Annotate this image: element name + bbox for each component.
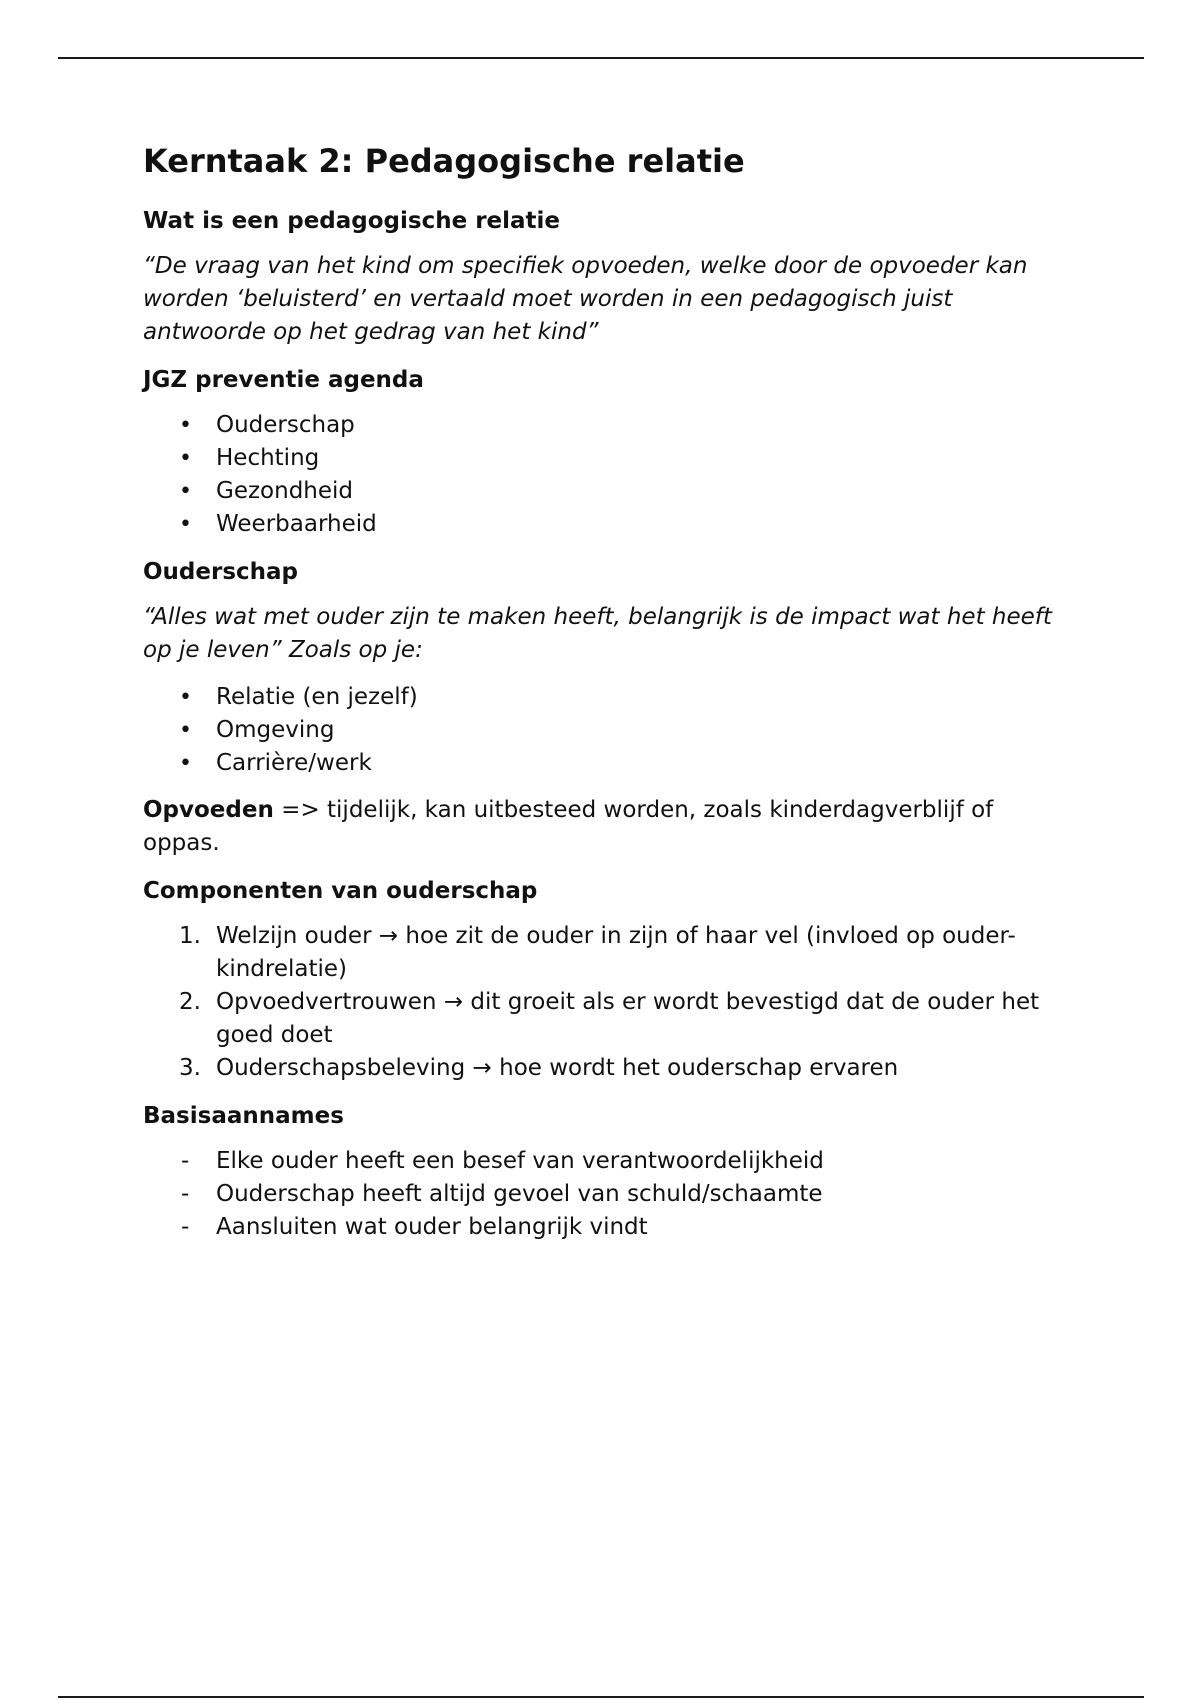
list-item: • Weerbaarheid xyxy=(143,508,1063,541)
heading-definition: Wat is een pedagogische relatie xyxy=(143,208,561,234)
top-rule xyxy=(58,57,1144,59)
list-item: 1. Welzijn ouder → hoe zit de ouder in zijn of haar vel (invloed op ouder-kindrelatie) xyxy=(143,920,1063,986)
dash-marker: - xyxy=(181,1214,190,1240)
heading-jgz: JGZ preventie agenda xyxy=(143,367,424,393)
bullet-marker: • xyxy=(179,413,192,438)
bullet-marker: • xyxy=(179,751,192,776)
bullet-marker: • xyxy=(179,446,192,471)
bullet-marker: • xyxy=(179,718,192,743)
number-marker: 3. xyxy=(179,1055,201,1081)
opvoeden-term: Opvoeden xyxy=(143,797,274,823)
list-item: 2. Opvoedvertrouwen → dit groeit als er wordt bevestigd dat de ouder het goed doet xyxy=(143,986,1063,1052)
ouderschap-quote: “Alles wat met ouder zijn te maken heeft, belangrijk is de impact wat het heeft op je leven” xyxy=(143,604,1052,663)
document-body xyxy=(143,138,1063,1258)
heading-ouderschap: Ouderschap xyxy=(143,559,299,585)
list-item: • Gezondheid xyxy=(143,475,1063,508)
list-item: • Relatie (en jezelf) xyxy=(143,681,1063,714)
definition-quote: “De vraag van het kind om specifiek opvoeden, welke door de opvoeder kan worden ‘beluisterd’ en vertaald moet worden in een pedagogisch juist antwoorde op het gedrag van het kind” xyxy=(143,253,1028,345)
componenten-list xyxy=(143,920,1063,1085)
opvoeden-text: => tijdelijk, kan uitbesteed worden, zoals kinderdagverblijf of oppas. xyxy=(143,797,994,856)
dash-marker: - xyxy=(181,1148,190,1174)
list-item: • Ouderschap xyxy=(143,409,1063,442)
ouderschap-quote-paragraph xyxy=(143,601,1063,667)
list-item: • Carrière/werk xyxy=(143,747,1063,780)
number-marker: 2. xyxy=(179,989,201,1015)
list-item: • Omgeving xyxy=(143,714,1063,747)
list-item: - Aansluiten wat ouder belangrijk vindt xyxy=(143,1211,1063,1244)
list-item: 3. Ouderschapsbeleving → hoe wordt het ouderschap ervaren xyxy=(143,1052,1063,1085)
basisaannames-list xyxy=(143,1145,1063,1244)
bullet-marker: • xyxy=(179,479,192,504)
number-marker: 1. xyxy=(179,923,201,949)
list-item: - Ouderschap heeft altijd gevoel van schuld/schaamte xyxy=(143,1178,1063,1211)
bullet-marker: • xyxy=(179,512,192,537)
opvoeden-paragraph xyxy=(143,794,1063,860)
page-title: Kerntaak 2: Pedagogische relatie xyxy=(143,142,745,180)
bottom-rule xyxy=(58,1696,1144,1698)
ouderschap-quote-tail: Zoals op je: xyxy=(281,637,423,663)
dash-marker: - xyxy=(181,1181,190,1207)
bullet-marker: • xyxy=(179,685,192,710)
jgz-list xyxy=(143,409,1063,541)
ouderschap-list xyxy=(143,681,1063,780)
list-item: - Elke ouder heeft een besef van verantwoordelijkheid xyxy=(143,1145,1063,1178)
list-item: • Hechting xyxy=(143,442,1063,475)
heading-basisaannames: Basisaannames xyxy=(143,1103,344,1129)
heading-componenten: Componenten van ouderschap xyxy=(143,878,538,904)
